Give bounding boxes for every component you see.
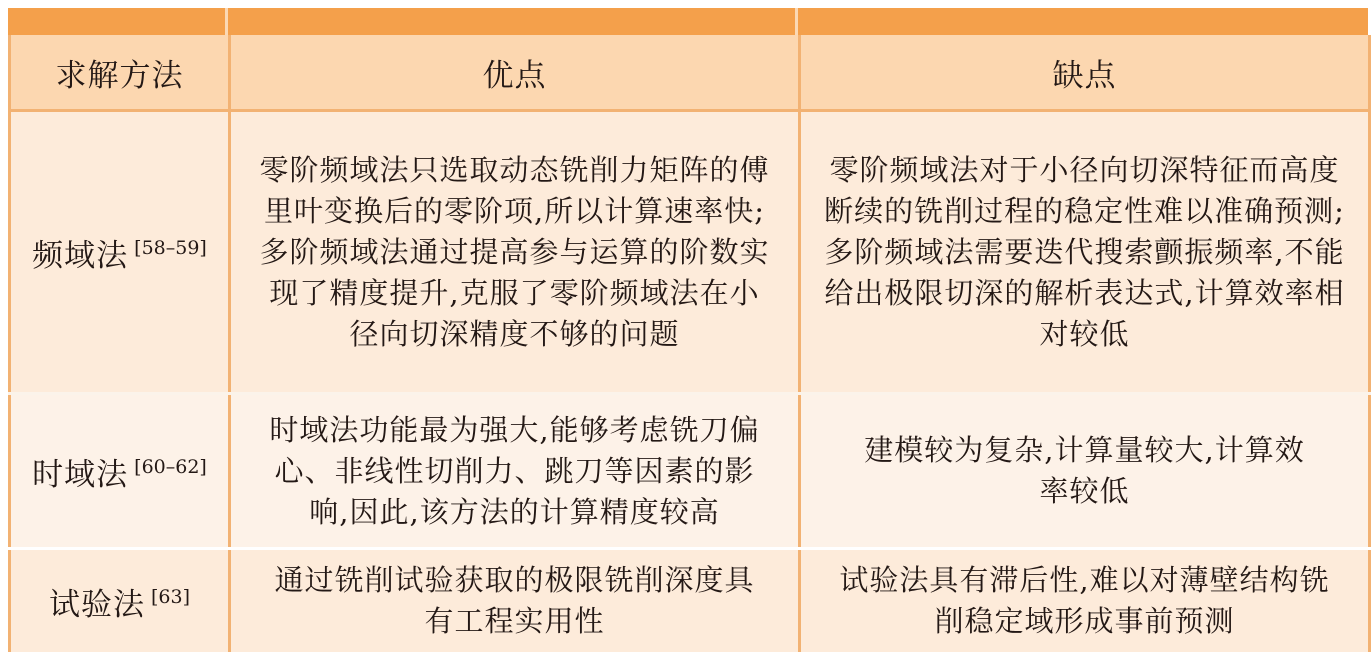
advantage-cell	[230, 111, 800, 394]
method-name: 频域法	[32, 237, 129, 274]
comparison-table	[8, 35, 1371, 652]
table-row	[10, 111, 1370, 394]
band-separator	[795, 8, 798, 35]
disadvantage-text: 零阶频域法对于小径向切深特征而高度断续的铣削过程的稳定性难以准确预测;多阶频域法需要迭代搜索颤振频率,不能给出极限切深的解析表达式,计算效率相对较低	[824, 152, 1345, 351]
method-name: 时域法	[32, 456, 129, 493]
citation-ref: [58–59]	[134, 236, 207, 259]
comparison-table-container	[8, 8, 1368, 650]
method-name: 试验法	[48, 586, 145, 623]
header-row	[10, 35, 1370, 111]
citation-ref: [63]	[150, 585, 190, 608]
band-separator	[225, 8, 228, 35]
table-row	[10, 549, 1370, 653]
header-disadvantage: 缺点	[800, 35, 1370, 111]
table-row	[10, 394, 1370, 549]
advantage-text: 时域法功能最为强大,能够考虑铣刀偏心、非线性切削力、跳刀等因素的影响,因此,该方法的计算精度较高	[269, 412, 760, 529]
advantage-cell	[230, 549, 800, 653]
method-cell	[10, 111, 230, 394]
citation-ref: [60–62]	[134, 455, 207, 478]
method-cell	[10, 394, 230, 549]
disadvantage-text: 试验法具有滞后性,难以对薄壁结构铣削稳定域形成事前预测	[839, 563, 1330, 638]
method-cell	[10, 549, 230, 653]
header-method: 求解方法	[10, 35, 230, 111]
advantage-cell	[230, 394, 800, 549]
advantage-text: 零阶频域法只选取动态铣削力矩阵的傅里叶变换后的零阶项,所以计算速率快;多阶频域法通过提高参与运算的阶数实现了精度提升,克服了零阶频域法在小径向切深精度不够的问题	[259, 152, 770, 351]
header-advantage: 优点	[230, 35, 800, 111]
disadvantage-text: 建模较为复杂,计算量较大,计算效率较低	[864, 433, 1305, 508]
disadvantage-cell	[800, 394, 1370, 549]
disadvantage-cell	[800, 549, 1370, 653]
disadvantage-cell	[800, 111, 1370, 394]
table-top-band	[8, 8, 1368, 35]
advantage-text: 通过铣削试验获取的极限铣削深度具有工程实用性	[274, 563, 755, 638]
